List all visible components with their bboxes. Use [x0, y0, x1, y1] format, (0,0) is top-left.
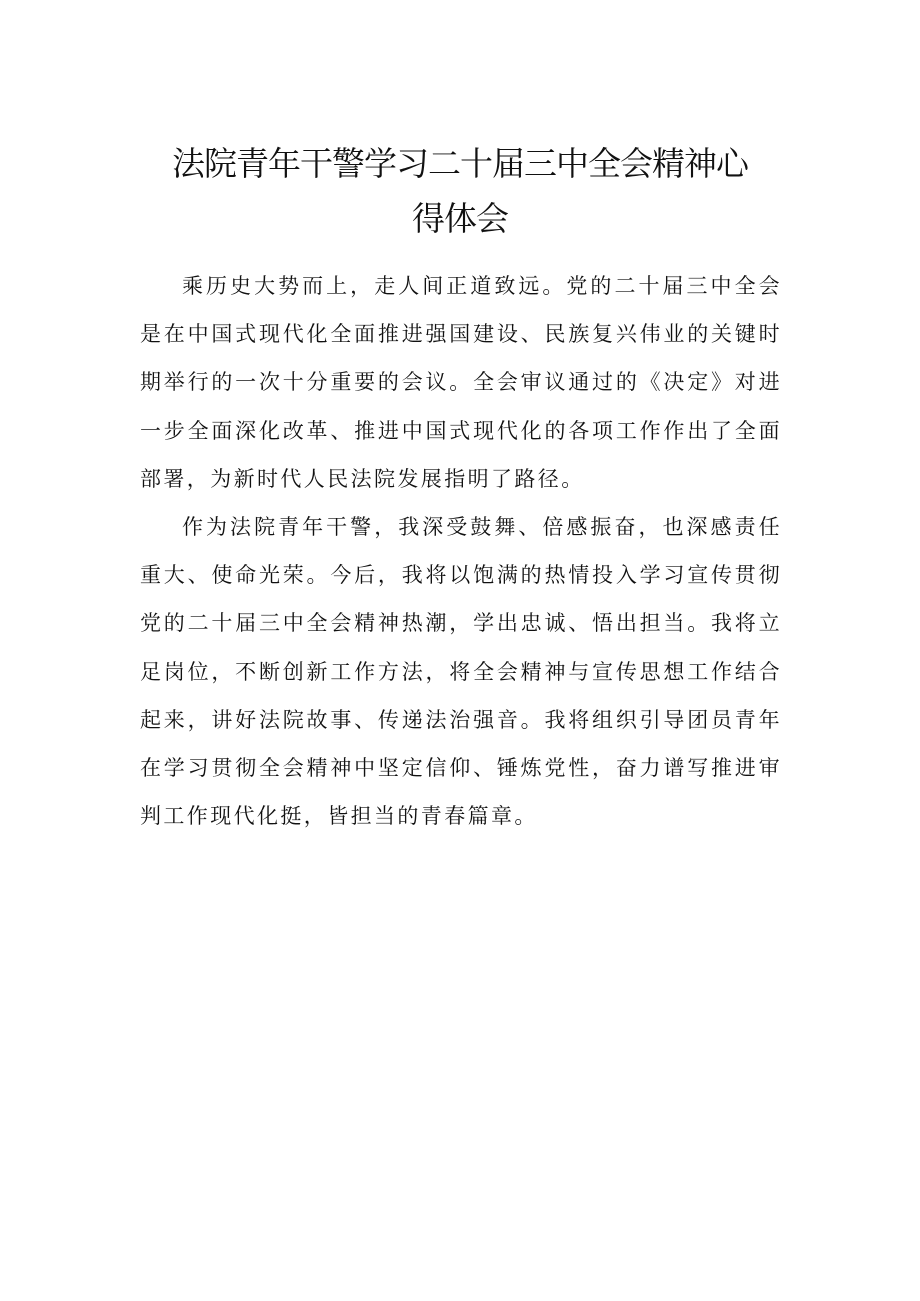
document-body [140, 262, 782, 840]
paragraph-2: 作为法院青年干警，我深受鼓舞、倍感振奋，也深感责任重大、使命光荣。今后，我将以饱满的热情投入学习宣传贯彻党的二十届三中全会精神热潮，学出忠诚、悟出担当。我将立足岗位，不断创新工作方法，将全会精神与宣传思想工作结合起来，讲好法院故事、传递法治强音。我将组织引导团员青年在学习贯彻全会精神中坚定信仰、锤炼党性，奋力谱写推进审判工作现代化挺，皆担当的青春篇章。 [140, 515, 782, 829]
title-line-2: 得体会 [412, 199, 508, 238]
title-line-1: 法院青年干警学习二十届三中全会精神心 [172, 144, 748, 183]
paragraph-1: 乘历史大势而上，走人间正道致远。党的二十届三中全会是在中国式现代化全面推进强国建设、民族复兴伟业的关键时期举行的一次十分重要的会议。全会审议通过的《决定》对进一步全面深化改革、推进中国式现代化的各项工作作出了全面部署，为新时代人民法院发展指明了路径。 [140, 274, 782, 491]
document-title [140, 136, 780, 246]
